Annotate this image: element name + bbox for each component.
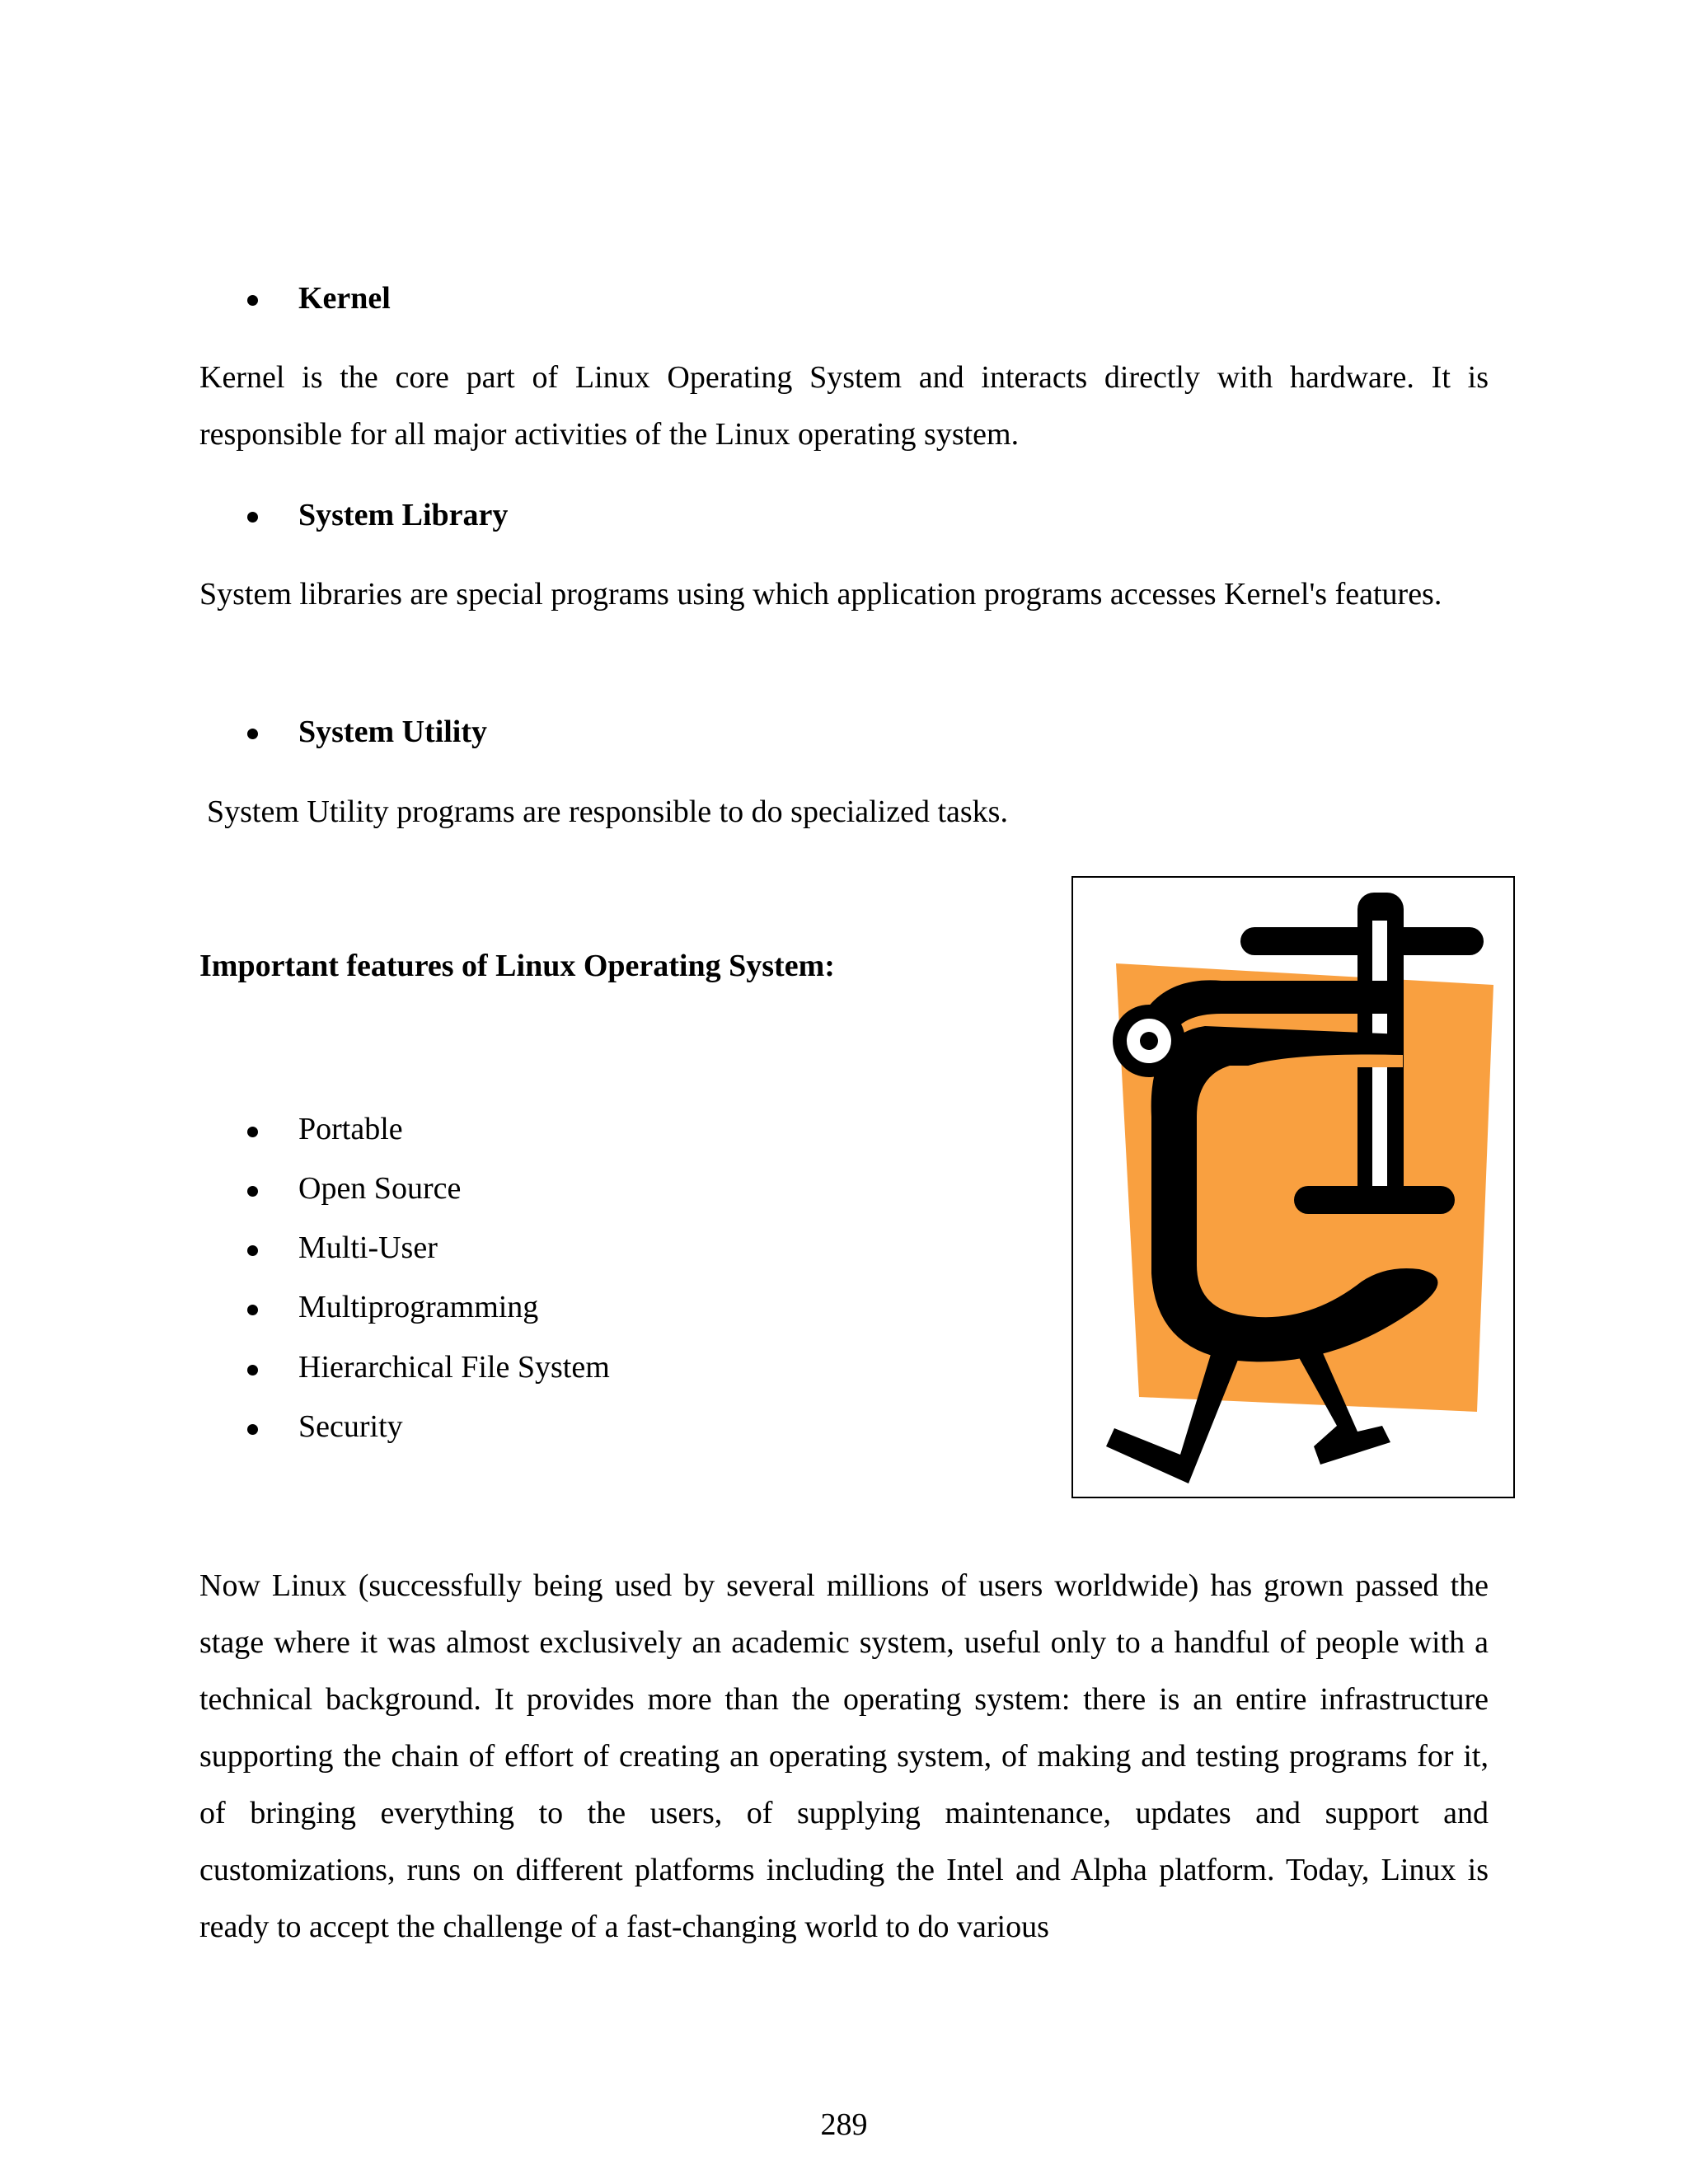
section-body-kernel: Kernel is the core part of Linux Operating System and interacts directly with hardware. It is responsible for all major activities of the Linux operating system. — [199, 360, 1489, 452]
page-number: 289 — [820, 2107, 868, 2142]
closing-paragraph: Now Linux (successfully being used by several millions of users worldwide) has grown passed the stage where it was almost exclusively an academic system, useful only to a handful of people with a technical background. It provides more than the operating system: there is an entire infrastructure supporting the chain of effort of creating an operating system, of making and testing programs for it, of bringing everything to the users, of supplying maintenance, updates and support and customizations, runs on different platforms including the Intel and Alpha platform. Today, Linux is ready to accept the challenge of a fast-changing world to do various — [199, 1568, 1489, 1944]
bullet-icon — [247, 512, 258, 523]
list-item-label: Hierarchical File System — [298, 1350, 610, 1385]
bullet-icon — [247, 729, 258, 739]
list-item-label: Security — [298, 1409, 403, 1444]
clamp-bird-clipart-icon — [1073, 878, 1513, 1497]
bullet-icon — [247, 1424, 258, 1435]
list-item — [247, 1170, 907, 1212]
clipart-figure — [1071, 876, 1515, 1498]
list-item — [247, 1349, 907, 1390]
list-item-label: Multi-User — [298, 1230, 438, 1265]
bullet-icon — [247, 1365, 258, 1376]
section-heading-system-library: System Library — [298, 498, 509, 532]
section-heading-system-utility: System Utility — [298, 715, 488, 749]
section-body-system-utility: System Utility programs are responsible to do specialized tasks. — [207, 794, 1008, 829]
list-item-label: Multiprogramming — [298, 1290, 539, 1324]
bullet-icon — [247, 1186, 258, 1197]
list-item-label: Portable — [298, 1112, 403, 1146]
list-item — [247, 1111, 907, 1152]
section-body-system-library: System libraries are special programs using which application programs accesses Kernel's features. — [199, 577, 1442, 612]
bullet-icon — [247, 295, 258, 306]
bullet-icon — [247, 1305, 258, 1315]
features-heading: Important features of Linux Operating System: — [199, 949, 835, 983]
list-item — [247, 1408, 907, 1450]
list-item — [247, 1230, 907, 1271]
bullet-icon — [247, 1245, 258, 1256]
list-item — [247, 1289, 907, 1330]
section-heading-kernel: Kernel — [298, 281, 391, 316]
list-item-label: Open Source — [298, 1171, 462, 1206]
bullet-icon — [247, 1127, 258, 1137]
